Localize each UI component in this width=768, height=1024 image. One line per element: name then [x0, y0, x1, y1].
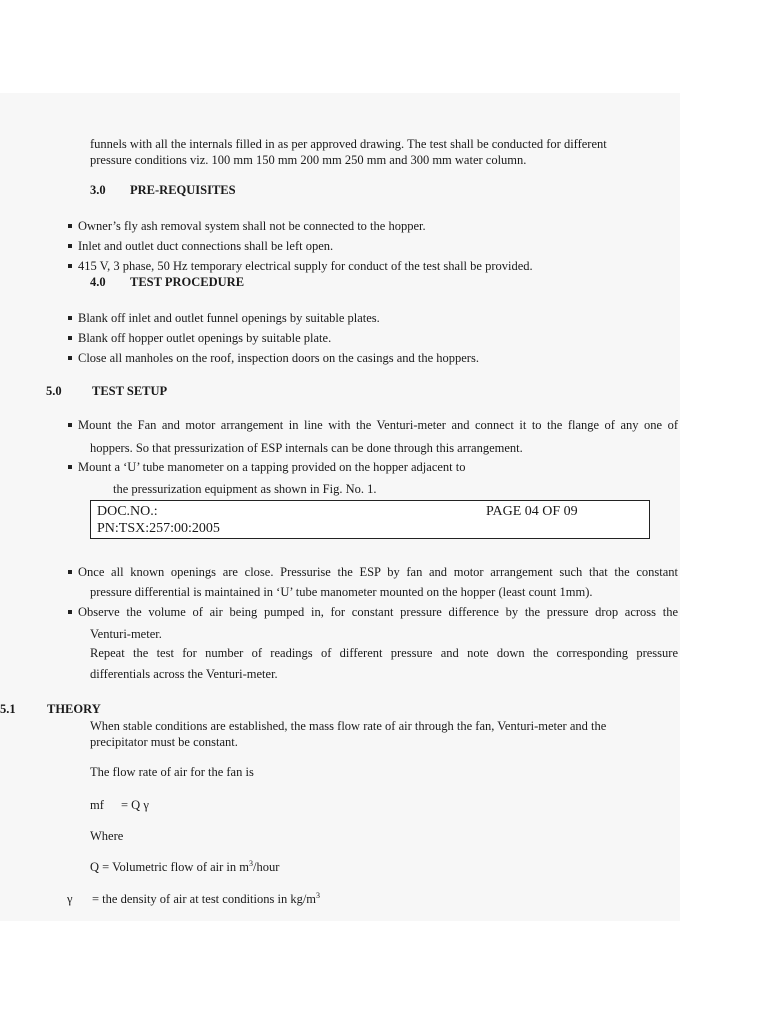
list-item: Close all manholes on the roof, inspection doors on the casings and the hoppers. [68, 348, 479, 368]
gamma-symbol: γ [67, 892, 73, 906]
theory-line-2: precipitator must be constant. [90, 735, 238, 749]
paragraph-line: differentials across the Venturi-meter. [90, 667, 278, 681]
paragraph-line: Repeat the test for number of readings of different pressure and note down the corresponding pressure [90, 646, 678, 660]
equation-lhs: mf [90, 798, 104, 812]
section-4-number: 4.0 [90, 275, 106, 289]
list-item-continuation: Venturi-meter. [90, 627, 162, 641]
list-item: Blank off hopper outlet openings by suitable plate. [68, 328, 331, 348]
list-item-continuation: hoppers. So that pressurization of ESP internals can be done through this arrangement. [90, 441, 523, 455]
bullet-icon [68, 570, 72, 574]
list-item: Observe the volume of air being pumped in, for constant pressure difference by the pressure drop across the [68, 602, 678, 622]
section-5-number: 5.0 [46, 384, 62, 398]
bullet-icon [68, 465, 72, 469]
flow-rate-text: The flow rate of air for the fan is [90, 765, 254, 779]
section-5-1-number: 5.1 [0, 702, 16, 716]
section-3-title: PRE-REQUISITES [130, 183, 236, 197]
q-definition: Q = Volumetric flow of air in $m^3$/hour [90, 858, 280, 874]
section-3-number: 3.0 [90, 183, 106, 197]
pn-number: PN:TSX:257:00:2005 [97, 521, 220, 536]
bullet-icon [68, 423, 72, 427]
section-5-title: TEST SETUP [92, 384, 168, 398]
list-item: Mount the Fan and motor arrangement in line with the Venturi-meter and connect it to the flange of any one of [68, 415, 678, 435]
where-text: Where [90, 829, 124, 843]
intro-line-2: pressure conditions viz. 100 mm 150 mm 200 mm 250 mm and 300 mm water column. [90, 153, 527, 167]
list-item-continuation: the pressurization equipment as shown in Fig. No. 1. [113, 482, 377, 496]
list-item-continuation: pressure differential is maintained in ‘U’ tube manometer mounted on the hopper (least count 1mm). [90, 585, 593, 599]
bullet-icon [68, 356, 72, 360]
intro-line-1: funnels with all the internals filled in as per approved drawing. The test shall be conducted for different [90, 137, 607, 151]
section-5-1-title: THEORY [47, 702, 101, 716]
equation-rhs: = Q γ [121, 798, 149, 812]
list-item: Blank off inlet and outlet funnel openings by suitable plates. [68, 308, 380, 328]
list-item: Mount a ‘U’ tube manometer on a tapping provided on the hopper adjacent to [68, 457, 466, 477]
bullet-icon [68, 610, 72, 614]
list-item: Inlet and outlet duct connections shall be left open. [68, 236, 333, 256]
section-4-title: TEST PROCEDURE [130, 275, 245, 289]
list-item: Once all known openings are close. Pressurise the ESP by fan and motor arrangement such that the constant [68, 562, 678, 582]
list-item: 415 V, 3 phase, 50 Hz temporary electrical supply for conduct of the test shall be provided. [68, 256, 533, 276]
doc-no-label: DOC.NO.: [97, 504, 158, 519]
doc-number-box [90, 500, 650, 539]
gamma-definition: = the density of air at test conditions in $kg/m^3$ [92, 890, 321, 906]
bullet-icon [68, 264, 72, 268]
bullet-icon [68, 336, 72, 340]
bullet-icon [68, 224, 72, 228]
list-item: Owner’s fly ash removal system shall not be connected to the hopper. [68, 216, 426, 236]
theory-line-1: When stable conditions are established, the mass flow rate of air through the fan, Venturi-meter and the [90, 719, 607, 733]
page-number: PAGE 04 OF 09 [486, 504, 578, 519]
bullet-icon [68, 316, 72, 320]
bullet-icon [68, 244, 72, 248]
